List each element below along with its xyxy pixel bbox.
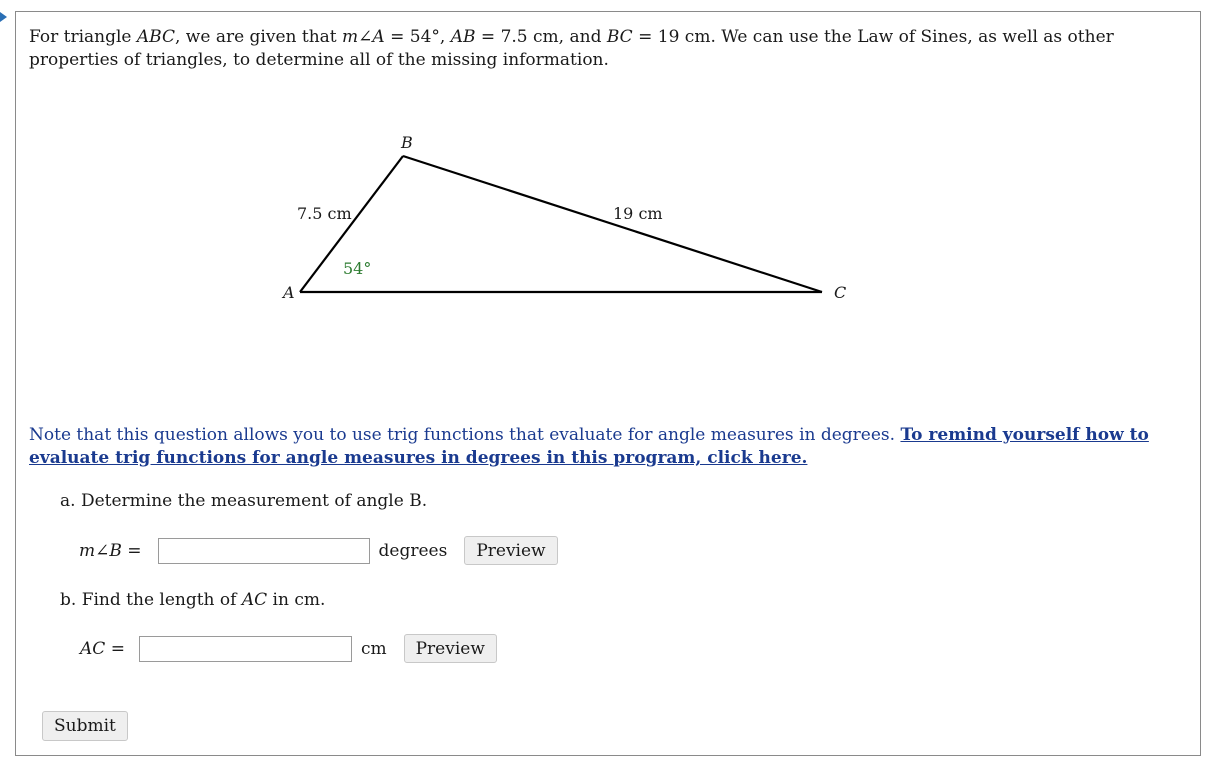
angle-a-label: 54°: [343, 259, 372, 278]
part-b-var: AC: [241, 590, 268, 610]
side-bc-line: [403, 156, 822, 292]
side-ab-value: 7.5: [500, 27, 528, 47]
ac-label: AC =: [80, 638, 125, 659]
side-bc-length-label: 19 cm: [613, 204, 663, 223]
trig-help-link[interactable]: To remind yourself how to evaluate trig functions for angle measures in degrees in this program, click here.: [29, 425, 1149, 468]
angle-a-value: 54°: [409, 27, 440, 47]
triangle-diagram: [270, 125, 870, 315]
problem-statement: [29, 26, 1189, 72]
vertex-b-label: B: [401, 133, 413, 152]
side-ab-name: AB: [450, 27, 476, 47]
angle-b-label: m∠B =: [79, 540, 142, 561]
part-a-prompt: a. Determine the measurement of angle B.: [60, 491, 428, 511]
side-ab-length-label: 7.5 cm: [297, 204, 352, 223]
and-text: , and: [558, 27, 607, 47]
comma: ,: [439, 27, 451, 47]
equals-sign: =: [475, 27, 501, 47]
side-bc-name: BC: [606, 27, 633, 47]
angle-b-input[interactable]: [158, 538, 370, 564]
part-a-answer-row: [79, 536, 558, 565]
part-b-prompt: [60, 589, 325, 611]
preview-b-button[interactable]: Preview: [404, 634, 497, 663]
submit-button[interactable]: Submit: [42, 711, 128, 741]
part-b-suffix: in cm.: [267, 590, 326, 610]
side-bc-value: 19: [657, 27, 680, 47]
intro-given: , we are given that: [175, 27, 343, 47]
unit-cm: cm: [684, 27, 711, 47]
part-b-answer-row: [80, 634, 497, 663]
part-b-prefix: b. Find the length of: [60, 590, 242, 610]
intro-suffix: . We can use the Law of Sines, as well as other properties of triangles, to determine all of the missing information.: [29, 27, 1114, 70]
cm-unit: cm: [360, 638, 387, 659]
equals-sign: =: [384, 27, 410, 47]
vertex-c-label: C: [834, 283, 847, 302]
equals-sign: =: [632, 27, 658, 47]
preview-a-button[interactable]: Preview: [464, 536, 557, 565]
intro-prefix: For triangle: [29, 27, 137, 47]
vertex-a-label: A: [283, 283, 295, 302]
trig-note: [29, 424, 1189, 470]
ac-input[interactable]: [139, 636, 352, 662]
unit-cm: cm: [533, 27, 559, 47]
degrees-unit: degrees: [378, 540, 448, 561]
note-text: Note that this question allows you to use trig functions that evaluate for angle measures in degrees.: [29, 425, 901, 445]
angle-a-expr: m∠A: [342, 27, 385, 47]
problem-marker-icon: [0, 12, 7, 22]
triangle-name: ABC: [136, 27, 175, 47]
